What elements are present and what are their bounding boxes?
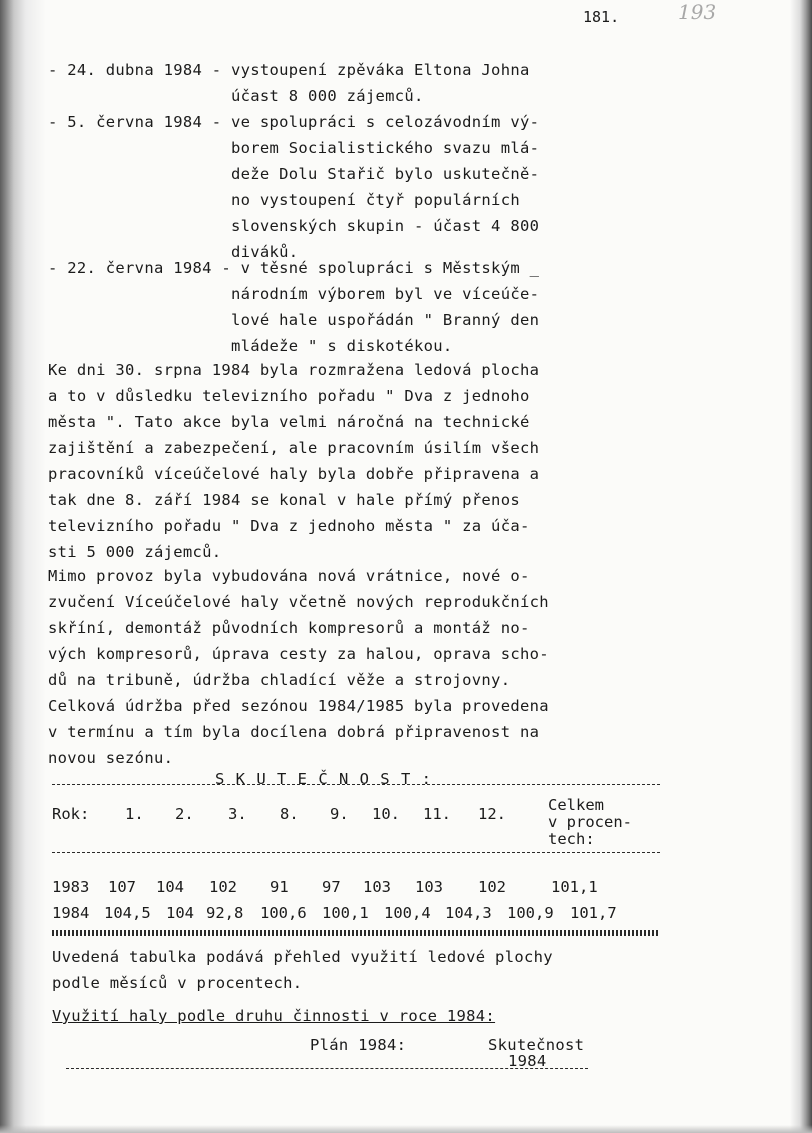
event-line: účast 8 000 zájemců. [48,87,424,105]
table-month-header: 12. [478,805,506,823]
table-value-cell: 97 [322,878,341,896]
usage-heading: Využití haly podle druhu činnosti v roce 1984: [52,1007,496,1025]
paragraph-line: a to v důsledku televizního pořadu " Dva z jednoho [48,387,530,405]
table-value-cell: 91 [270,878,289,896]
paragraph-line: Celková údržba před sezónou 1984/1985 byla provedena [48,697,549,715]
event-line: mládeže " s diskotékou. [48,337,453,355]
event-line: diváků. [48,243,299,261]
event-line: - 22. června 1984 - v těsné spolupráci s Městským _ [48,259,540,277]
table-value-cell: 102 [209,878,237,896]
table-value-cell: 104,5 [104,904,151,922]
event-line: borem Socialistického svazu mlá- [48,139,540,157]
scan-edge-right [790,0,812,1133]
paragraph-line: Mimo provoz byla vybudována nová vrátnice, nové o- [48,567,530,585]
table-month-header: 1. [125,805,144,823]
table-month-header: 8. [280,805,299,823]
table-value-cell: 100,1 [322,904,369,922]
table-rule [52,852,660,853]
table-month-header: 9. [330,805,349,823]
handwritten-page-mark: 193 [678,0,717,24]
table-title: S K U T E Č N O S T : [215,770,432,788]
event-line: deže Dolu Stařič bylo uskutečně- [48,165,540,183]
table-rule [52,784,660,785]
page-number: 181. [583,8,620,26]
paragraph-line: pracovníků víceúčelové haly byla dobře připravena a [48,465,540,483]
table-value-cell: 92,8 [206,904,244,922]
table-end-rule [52,930,660,936]
table-note-line: Uvedená tabulka podává přehled využití ledové plochy [52,948,553,966]
event-line: lové hale uspořádán " Branný den [48,311,540,329]
paragraph-line: města ". Tato akce byla velmi náročná na technické [48,413,530,431]
table-month-header: 10. [372,805,400,823]
table-value-cell: 104,3 [445,904,492,922]
table-value-cell: 100,4 [384,904,431,922]
event-line: no vystoupení čtyř populárních [48,191,520,209]
section-rule [66,1068,588,1069]
table-year-cell: 1983 [52,878,90,896]
table-value-cell: 103 [415,878,443,896]
table-month-header: 2. [175,805,194,823]
paragraph-line: televizního pořadu " Dva z jednoho města " za úča- [48,517,530,535]
actual-year: 1984 [508,1052,547,1070]
table-value-cell: 104 [166,904,194,922]
table-value-cell: 104 [156,878,184,896]
table-total-header: v procen- [548,813,632,831]
table-value-cell: 100,9 [507,904,554,922]
table-row-header: Rok: [52,805,90,823]
table-note-line: podle měsíců v procentech. [52,974,303,992]
paragraph-line: dů na tribuně, údržba chladící věže a strojovny. [48,671,511,689]
paragraph-line: zajištění a zabezpečení, ale pracovním úsilím všech [48,439,540,457]
paragraph-line: vých kompresorů, úprava cesty za halou, oprava scho- [48,645,549,663]
table-total-cell: 101,1 [551,878,598,896]
scan-edge-bottom [0,1125,812,1133]
table-total-cell: 101,7 [570,904,617,922]
event-line: - 5. června 1984 - ve spolupráci s celozávodním vý- [48,113,540,131]
paragraph-line: novou sezónu. [48,749,174,767]
scan-edge-left [0,0,48,1133]
table-total-header: Celkem [548,796,604,814]
event-line: slovenských skupin - účast 4 800 [48,217,540,235]
table-value-cell: 102 [478,878,506,896]
event-line: národním výborem byl ve víceúče- [48,285,540,303]
paragraph-line: sti 5 000 zájemců. [48,543,222,561]
paragraph-line: tak dne 8. září 1984 se konal v hale přímý přenos [48,491,520,509]
paragraph-line: Ke dni 30. srpna 1984 byla rozmražena ledová plocha [48,361,540,379]
table-value-cell: 100,6 [260,904,307,922]
actual-label: Skutečnost [488,1036,585,1054]
paragraph-line: v termínu a tím byla docílena dobrá připravenost na [48,723,540,741]
paragraph-line: zvučení Víceúčelové haly včetně nových reprodukčních [48,593,549,611]
table-year-cell: 1984 [52,904,90,922]
table-value-cell: 103 [363,878,391,896]
event-line: - 24. dubna 1984 - vystoupení zpěváka Eltona Johna [48,61,530,79]
plan-label: Plán 1984: [310,1036,407,1054]
table-month-header: 3. [228,805,247,823]
table-value-cell: 107 [108,878,136,896]
paragraph-line: skříní, demontáž původních kompresorů a montáž no- [48,619,530,637]
table-total-header: tech: [548,830,595,848]
table-month-header: 11. [423,805,451,823]
